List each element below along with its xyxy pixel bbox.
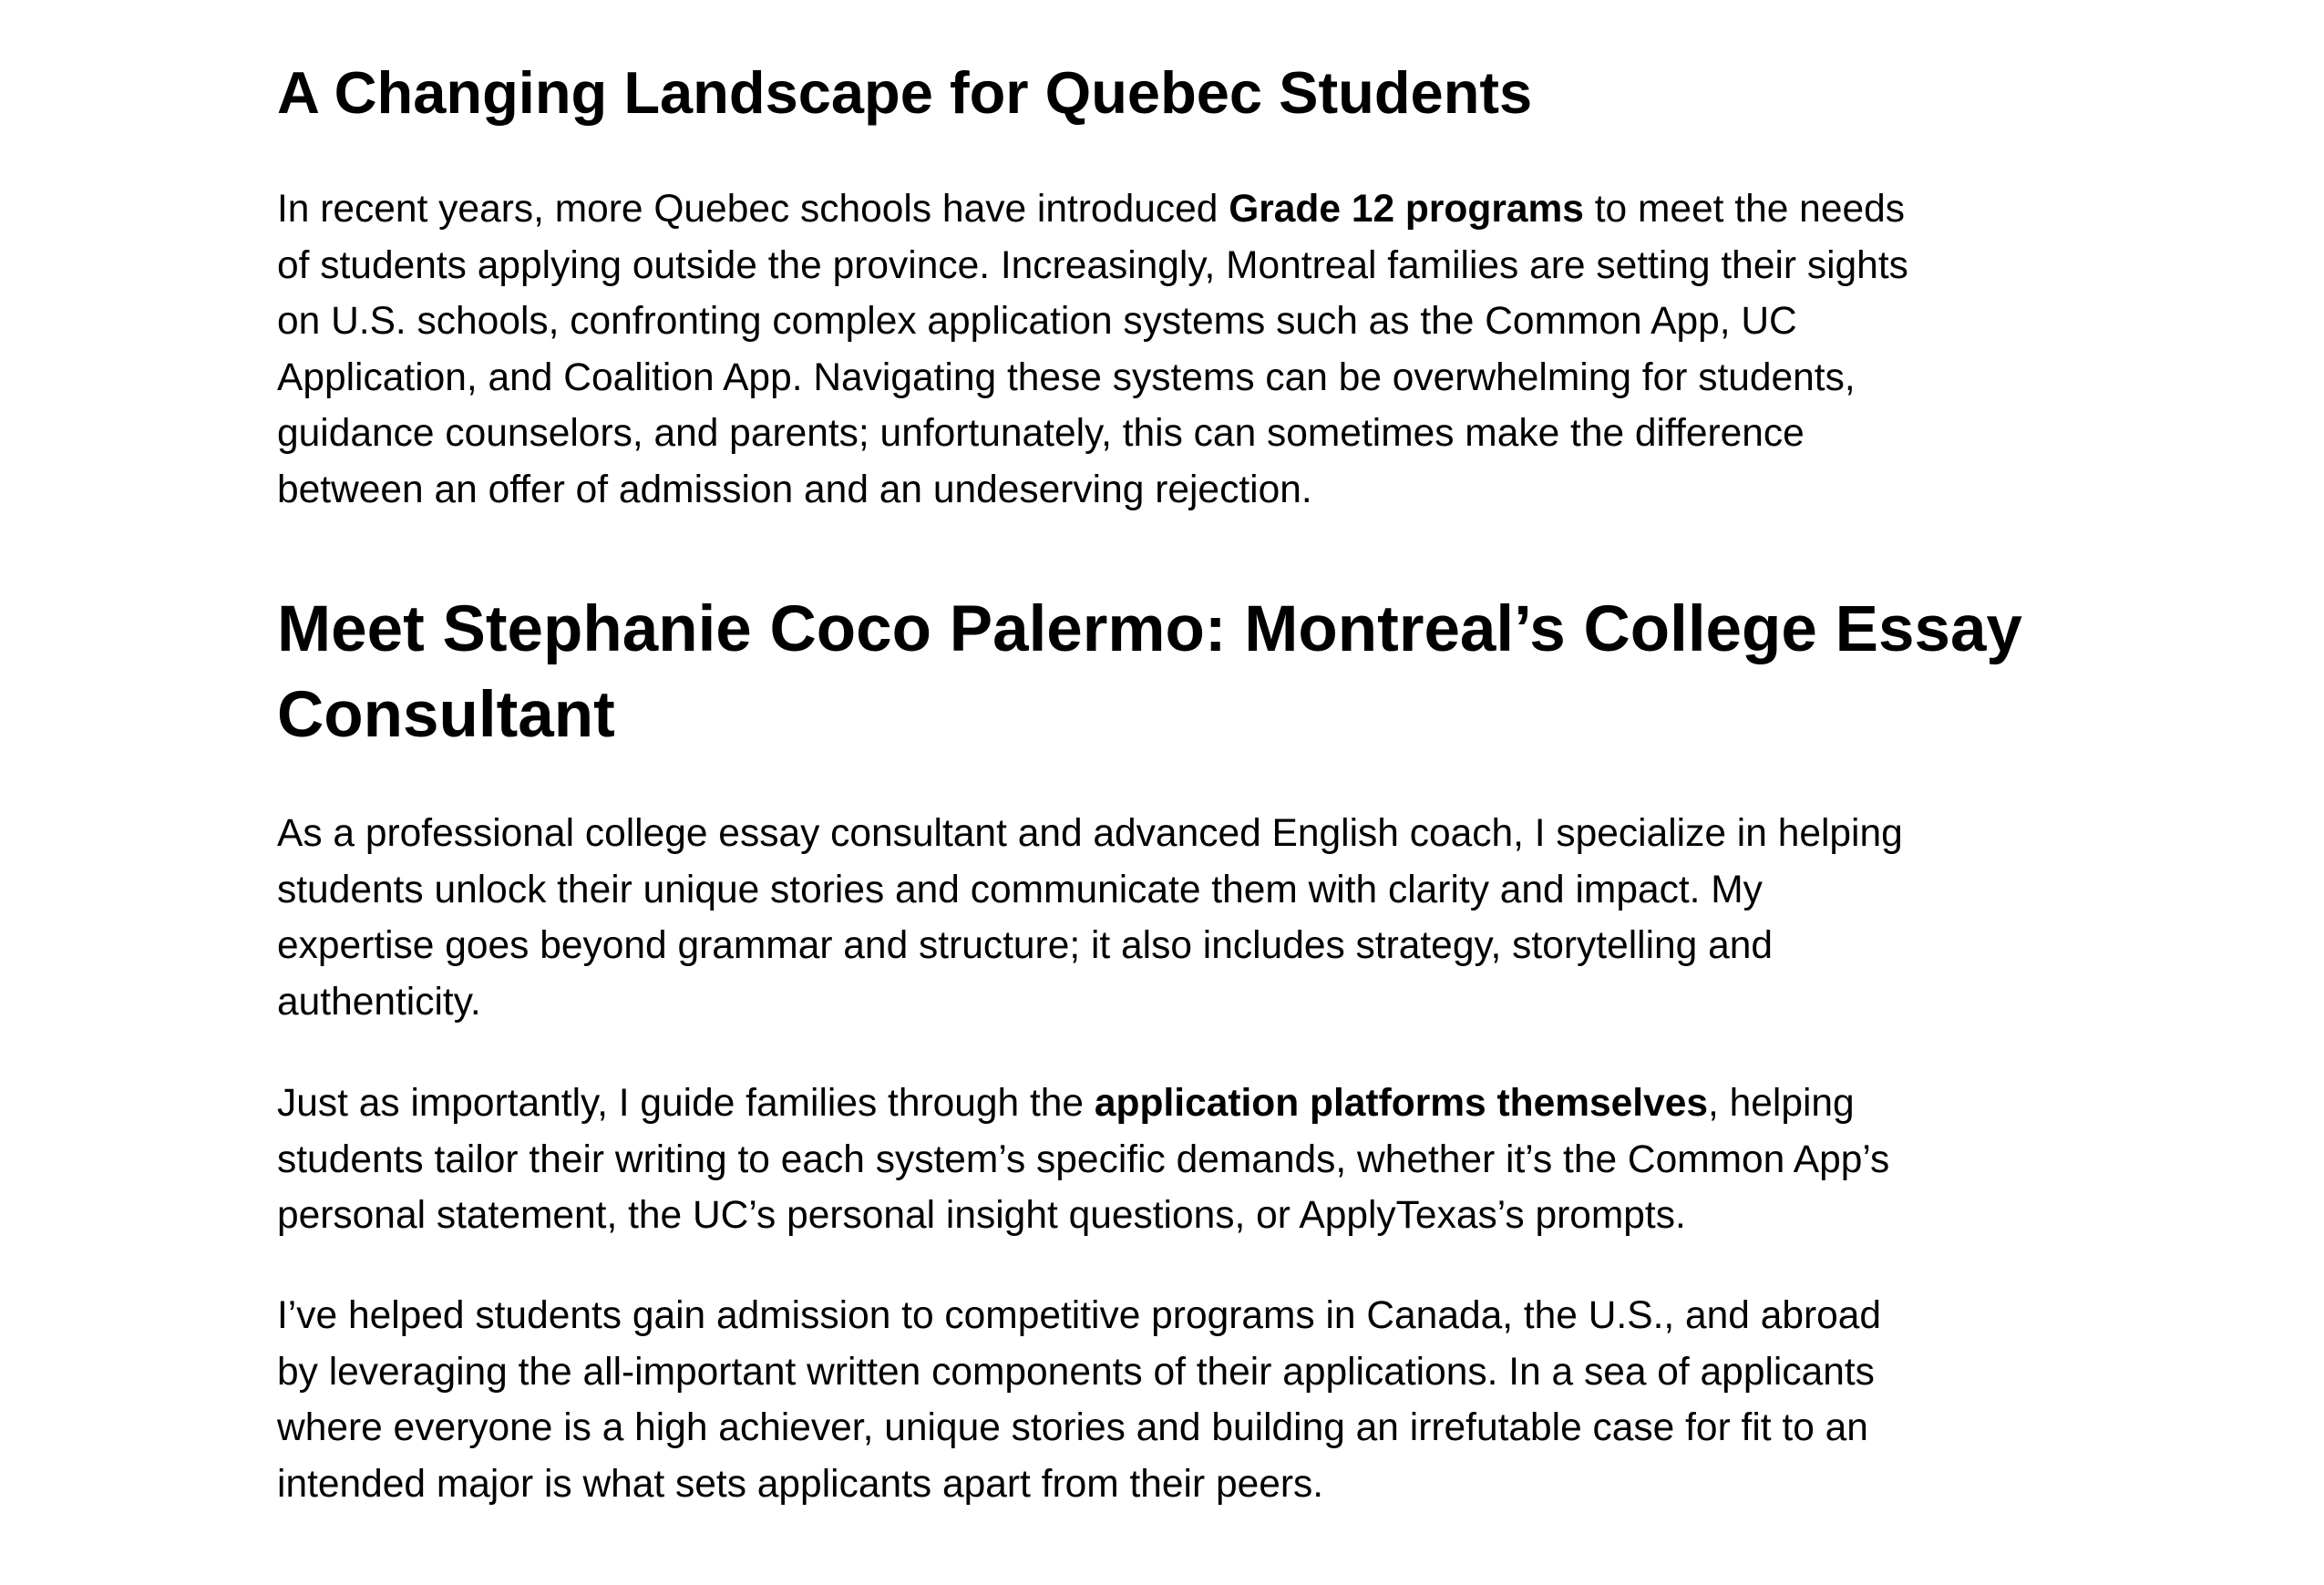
text-line bbox=[277, 1288, 2100, 1344]
heading-line: Meet Stephanie Coco Palermo: Montreal’s College Essay bbox=[277, 593, 2022, 665]
heading-line: Consultant bbox=[277, 679, 615, 751]
text-line bbox=[277, 974, 2100, 1031]
text-segment: In recent years, more Quebec schools have introduced bbox=[277, 188, 1229, 231]
text-line bbox=[277, 293, 2100, 350]
bold-text: Grade 12 programs bbox=[1229, 188, 1584, 231]
text-line bbox=[277, 1188, 2100, 1244]
text-segment: expertise goes beyond grammar and structure; it also includes strategy, storytelling and bbox=[277, 924, 1774, 967]
paragraph-application-platforms bbox=[277, 1076, 2100, 1244]
text-segment: of students applying outside the province. Increasingly, Montreal families are setting their sights bbox=[277, 243, 1908, 287]
text-segment: students tailor their writing to each system’s specific demands, whether it’s the Common App’s bbox=[277, 1137, 1890, 1181]
text-line bbox=[277, 350, 2100, 407]
bold-text: application platforms themselves bbox=[1094, 1082, 1709, 1125]
section-heading-meet-stephanie bbox=[277, 587, 2100, 758]
text-segment: on U.S. schools, confronting complex application systems such as the Common App, UC bbox=[277, 300, 1797, 343]
paragraph-quebec-landscape bbox=[277, 181, 2100, 518]
text-segment: As a professional college essay consultant and advanced English coach, I specialize in helping bbox=[277, 812, 1903, 855]
text-line bbox=[277, 181, 2100, 238]
paragraph-admissions-results bbox=[277, 1288, 2100, 1512]
text-segment: intended major is what sets applicants apart from their peers. bbox=[277, 1462, 1324, 1506]
text-segment: , helping bbox=[1708, 1082, 1855, 1125]
text-line bbox=[277, 406, 2100, 462]
text-segment: by leveraging the all-important written components of their applications. In a sea of applicants bbox=[277, 1350, 1875, 1394]
text-line bbox=[277, 462, 2100, 519]
text-segment: guidance counselors, and parents; unfortunately, this can sometimes make the difference bbox=[277, 412, 1805, 455]
text-segment: authenticity. bbox=[277, 980, 481, 1024]
paragraph-consultant-intro bbox=[277, 806, 2100, 1030]
text-line bbox=[277, 1344, 2100, 1401]
text-line bbox=[277, 238, 2100, 294]
text-segment: students unlock their unique stories and communicate them with clarity and impact. My bbox=[277, 868, 1763, 911]
text-line bbox=[277, 1132, 2100, 1189]
text-line bbox=[277, 1456, 2100, 1513]
text-line bbox=[277, 918, 2100, 974]
text-segment: where everyone is a high achiever, unique stories and building an irrefutable case for fit to an bbox=[277, 1406, 1868, 1449]
text-line bbox=[277, 806, 2100, 862]
text-segment: between an offer of admission and an undeserving rejection. bbox=[277, 468, 1312, 511]
text-segment: Just as importantly, I guide families through the bbox=[277, 1082, 1095, 1125]
text-line bbox=[277, 1076, 2100, 1132]
text-segment: personal statement, the UC’s personal insight questions, or ApplyTexas’s prompts. bbox=[277, 1194, 1686, 1237]
section-heading-quebec-landscape: A Changing Landscape for Quebec Students bbox=[277, 59, 1533, 126]
text-line bbox=[277, 1400, 2100, 1456]
text-segment: I’ve helped students gain admission to competitive programs in Canada, the U.S., and abroad bbox=[277, 1294, 1882, 1337]
text-line bbox=[277, 862, 2100, 919]
text-segment: to meet the needs bbox=[1583, 188, 1905, 231]
text-segment: Application, and Coalition App. Navigating these systems can be overwhelming for students, bbox=[277, 355, 1856, 399]
